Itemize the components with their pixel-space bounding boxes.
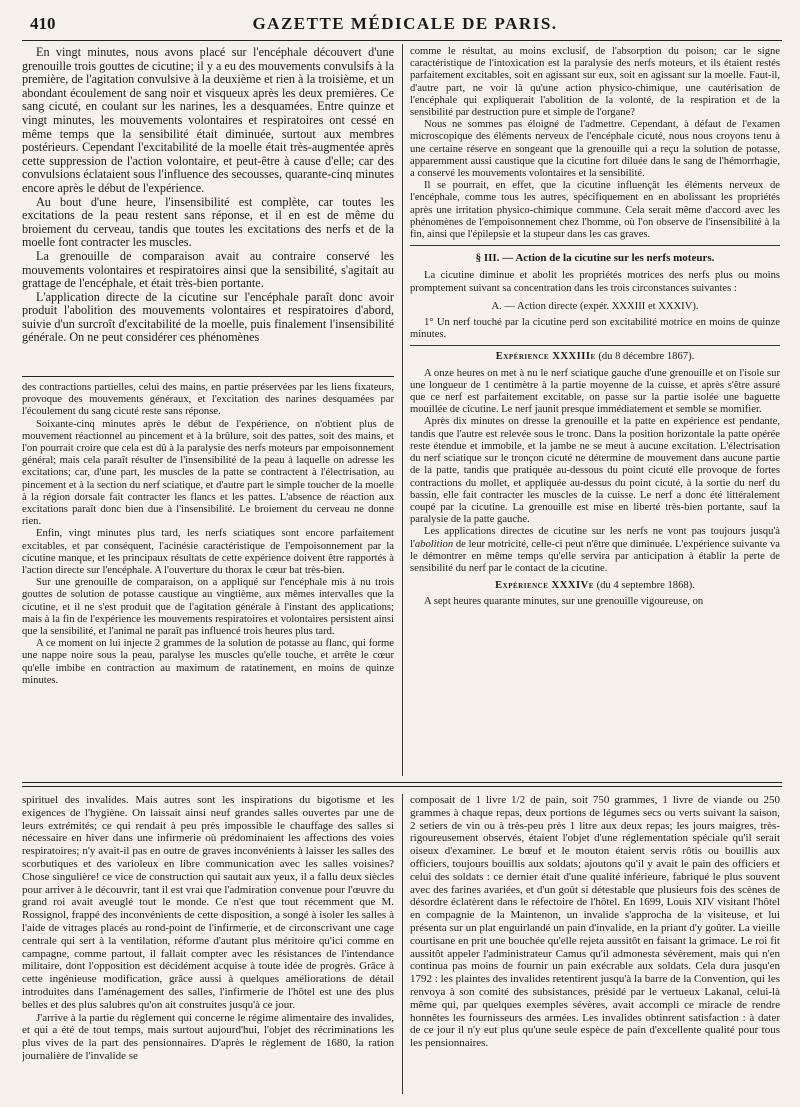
paragraph: A ce moment on lui injecte 2 grammes de la solution de potasse au flanc, qui forme une nappe noire sous la peau, paralyse les muscles qu'elle touche, et arrête le cœur qu'elle imbibe en contraction au maximum de ratatinement, en moins de quinze minutes.: [22, 638, 394, 686]
paragraph: spirituel des invalides. Mais autres sont les inspirations du bigotisme et les exigences de l'hygiène. On laissait ainsi neuf grandes salles ouvertes par une de leurs extrémités; ce qui rendait à peu près impossible le chauffage des salles si nécessaire en hiver dans une infirmerie où prédominaient les affections des voies respiratoires; n'y avait-il pas en outre de graves inconvénients à laisser les salles des scorbutiques et des varioleux en libre communication avec les salles voisines? Chose singulière! ce vice de construction qui sautait aux yeux, il a fallu deux siècles pour arriver à le découvrir, tant il est vrai que l'admiration convenue pour l'œuvre du grand roi avait aveuglé tout le monde. Ce n'est que tout récemment que M. Rossignol, frappé des inconvénients de cette disposition, a songé à isoler les salles à l'aide de vitrages placés au rond-point de l'infirmerie, et de circonscrivant une cage centrale qui sert à la ventilation, réforme d'autant plus méritoire qu'ici comme en campagne, comme partout, il fallait compter avec les résistances de l'intendance militaire, dont l'opposition est décidément acquise à toute idée de progrès. Grâce à cette ingénieuse modification, grâce aussi à quelques améliorations de détail introduites dans l'aménagement des salles, l'infirmerie de l'hôtel est une des plus belles et des plus salubres qu'on ait construites jusqu'à ce jour.: [22, 794, 394, 1011]
paragraph: Enfin, vingt minutes plus tard, les nerfs sciatiques sont encore parfaitement excitables, et par conséquent, l'acinésie caractéristique de l'empoisonnement par la cicutine manque, et les principaux résultats de cette expérience doivent être rapportés à l'action directe sur l'encéphale. A l'ouverture du thorax le cœur bat très-bien.: [22, 528, 394, 577]
paragraph: comme le résultat, au moins exclusif, de l'absorption du poison; car le signe caractéristique de l'intoxication est la paralysie des nerfs moteurs, et ils étaient restés parfaitement excitables, soit en agissant sur eux, soit en agissant sur la moelle. Faut-il, d'autre part, ne voir là qu'une action physico-chimique, une cautérisation de l'encéphale qui expliquerait l'abolition de la volonté, de la respiration et de la sensibilité par destruction pure et simple de l'organe?: [410, 46, 780, 119]
paragraph: En vingt minutes, nous avons placé sur l'encéphale découvert d'une grenouille trois gouttes de cicutine; il y a eu des mouvements convulsifs à la première, de l'agitation convulsive à la deuxième et rien à la troisième, et un abondant écoulement de sang noir et visqueux après les deux premières. Ce sang cicuté, en coulant sur les narines, les a desquamées. Entre quinze et vingt minutes, les mouvements volontaires et respiratoires ont cessé en même temps que la sensibilité était diminuée, surtout aux membres postérieurs. Cependant l'excitabilité de la moelle était très-augmentée après cette suppression de l'action volontaire, et peut-être à cause d'elle; car des convulsions éclataient sous l'influence des secousses, quarante-cinq minutes encore après le début de l'expérience.: [22, 46, 394, 195]
experiment-heading: [410, 580, 780, 592]
feuilleton-divider: [402, 794, 403, 1094]
experiment-label: Expérience XXXIIIe: [495, 351, 596, 363]
left-column-upper: [22, 46, 394, 372]
column-divider: [402, 44, 403, 776]
feuilleton-left: [22, 794, 394, 1094]
page-header: [30, 10, 780, 38]
paragraph: Au bout d'une heure, l'insensibilité est complète, car toutes les excitations de la peau restent sans réponse, et il en est de même du broiement du cerveau, tandis que toutes les excitations des nerfs et de la moelle font contracter les muscles.: [22, 194, 394, 250]
header-rule: [22, 40, 782, 41]
paragraph: L'application directe de la cicutine sur l'encéphale paraît donc avoir produit l'abolition des mouvements volontaires et respiratoires d'abord, suivie d'un surcroît d'excitabilité de la moelle, puis finalement l'insensibilité générale. On ne peut considérer ces phénomènes: [22, 289, 394, 345]
paragraph: Après dix minutes on dresse la grenouille et la patte en expérience est pendante, tandis que l'autre est relevée sous le tronc. Dans la position horizontale la patte opérée reste étendue et immobile, et la jambe ne se meut à aucune excitation. L'électrisation du nerf sciatique sur le tronçon cicuté ne détermine de mouvement dans aucune partie de la patte, tandis que pratiquée au-dessous du point cicuté elle provoque de fortes contractions du mollet, et appliquée au-dessus du point cicuté, à la sortie du nerf du bassin, elle fait contracter les muscles de la cuisse. Le nerf a donc été littéralement coupé par la cicutine. La grenouille est mise en liberté très-bien portante, sauf la paralysie de la patte gauche.: [410, 416, 780, 526]
feuilleton-right: [410, 794, 780, 1094]
feuilleton-rule-2: [22, 786, 782, 787]
journal-title: GAZETTE MÉDICALE DE PARIS.: [252, 14, 558, 33]
paragraph: La grenouille de comparaison avait au contraire conservé les mouvements volontaires et respiratoires ainsi que la sensibilité, s'agitait au grattage de l'encéphale, et était très-bien portante.: [22, 248, 394, 291]
paragraph: A sept heures quarante minutes, sur une grenouille vigoureuse, on: [424, 596, 704, 608]
paragraph: Sur une grenouille de comparaison, on a appliqué sur l'encéphale mis à nu trois gouttes de solution de potasse caustique au vingtième, aux mêmes intervalles que la cicutine, et il ne s'est produit que de l'agitation générale à l'instant des applications; mais à la fin de l'expérience les mouvements respiratoires et volontaires persistent ainsi que la sensibilité, et l'animal ne paraît pas influencé trois heures plus tard.: [22, 577, 394, 638]
experiment-date: (du 4 septembre 1868).: [596, 580, 695, 592]
paragraph: A onze heures on met à nu le nerf sciatique gauche d'une grenouille et on l'isole sur une longueur de 1 centimètre à la partie moyenne de la cuisse, et après s'être assuré que ce nerf est parfaitement excitable, on passe sur la partie isolée une baguette mouillée de cicutine. Le nerf jaunit presque immédiatement et semble se momifier.: [410, 367, 780, 416]
paragraph: La cicutine diminue et abolit les propriétés motrices des nerfs plus ou moins promptement suivant sa concentration dans les trois circonstances suivantes :: [410, 270, 780, 294]
feuilleton-rule-1: [22, 782, 782, 783]
paragraph: des contractions partielles, celui des mains, en partie préservées par les liens fixateurs, provoque des mouvements généraux, et l'excitation des narines desquamées par l'écoulement du sang cicuté reste sans réponse.: [22, 382, 394, 418]
experiment-heading: [410, 351, 780, 363]
section-heading: § III. — Action de la cicutine sur les nerfs moteurs.: [475, 252, 715, 265]
experiment-date: (du 8 décembre 1867).: [598, 351, 695, 363]
left-column-lower: [22, 382, 394, 776]
paragraph: Nous ne sommes pas éloigné de l'admettre. Cependant, à défaut de l'examen microscopique des éléments nerveux de l'encéphale cicuté, nous nous croyons tenu à une certaine réserve en songeant que la grenouille qui a reçu la solution de potasse, apparemment aussi caustique que la cicutine fort diluée dans le sang de l'hémorrhagie, a conservé les mouvements volontaires et la sensibilité.: [410, 119, 780, 180]
section-rule: [410, 245, 780, 246]
paragraph: composait de 1 livre 1/2 de pain, soit 750 grammes, 1 livre de viande ou 250 grammes à chaque repas, deux portions de légumes secs ou verts suivant la saison, 2 setiers de vin ou à très-peu près 1 litre aux deux repas; les jours maigres, très-rigoureusement observés, étaient l'objet d'une réglementation spéciale qu'il serait oiseux d'examiner. Le bœuf et le mouton étaient servis rôtis ou bouillis aux officiers, toujours bouillis aux soldats; ajoutons qu'il y avait le pain des officiers et celui des soldats : ce dernier était d'une qualité inférieure, fabriqué le plus souvent avec des farines avariées, et d'un goût si détestable que plusieurs fois des scènes de désordre éclatèrent dans le réfectoire de l'hôtel. En 1699, Louis XIV visitant l'hôtel en compagnie de la Maintenon, un invalide s'approcha de la visiteuse, et lui présenta sur un plat enguirlandé un pain d'invalide, en la priant d'y goûter. La vieille courtisane en prit une bouchée qu'elle rejeta aussitôt en faisant la grimace. Le roi fit aussitôt appeler l'administrateur Camus qu'il admonesta sévèrement, mais qui n'en continua pas moins de fournir un pain exécrable aux soldats. Cela dura jusqu'en 1792 : les plaintes des invalides retentirent jusqu'à la barre de la Convention, qui les renvoya à son comité des subsistances, présidé par le vertueux Lakanal, celui-là même qui, par quelques exemples sévères, avait accompli ce miracle de rendre honnêtes les fournisseurs des armées. Les invalides obtinrent satisfaction : à dater de ce jour il n'y eut plus qu'une seule espèce de pain d'excellente qualité pour tous les pensionnaires.: [410, 794, 780, 1050]
emphasis: abolition: [414, 538, 454, 550]
paragraph: Il se pourrait, en effet, que la cicutine influençât les éléments nerveux de l'encéphale, comme tous les autres, spécifiquement en en abolissant les propriétés après une irritation physico-chimique commune. Cela serait même d'accord avec les phénomènes de l'empoisonnement chez l'homme, où l'on observe de l'insensibilité à la fin, ainsi que l'épilepsie et la stupeur dans les cas graves.: [410, 180, 780, 241]
experiment-rule: [410, 345, 780, 346]
paragraph: 1° Un nerf touché par la cicutine perd son excitabilité motrice en moins de quinze minutes.: [410, 317, 780, 341]
paragraph: [410, 526, 780, 575]
text-run: Les applications directes de cicutine sur les nerfs ne vont pas toujours jusqu'à l': [410, 526, 780, 550]
text-run: de leur motricité, celle-ci peut n'être que diminuée. L'expérience suivante va le démontrer en même temps qu'elle servira par anticipation à établir la perte de sensibilité du nerf par le contact de la cicutine.: [410, 538, 780, 574]
column-break-rule: [22, 376, 394, 377]
subheading: A. — Action directe (expér. XXXIII et XXXIV).: [491, 300, 699, 312]
experiment-label: Expérience XXXIVe: [495, 580, 594, 592]
page-number: 410: [30, 14, 56, 33]
paragraph: J'arrive à la partie du règlement qui concerne le régime alimentaire des invalides, et qui a été de tout temps, mais surtout aujourd'hui, l'objet des récriminations les plus vives de la part des pensionnaires. D'après le règlement de 1680, la ration journalière de l'invalide se: [22, 1011, 394, 1062]
paragraph: Soixante-cinq minutes après le début de l'expérience, on n'obtient plus de mouvement réactionnel au pincement et à la brûlure, soit des pattes, soit des mains, et l'on pourrait croire que cela est dû à la paralysie des nerfs moteurs par empoisonnement général; mais cela paraît résulter de l'insensibilité de la peau à laquelle on adresse les excitations; car, d'une part, les muscles de la patte se contractent à l'électrisation, au pincement et à la section du nerf sciatique, et d'autre part le simple toucher de la moelle à la région dorsale fait contracter les flancs et les pattes. L'absence de réaction aux excitations paraît donc bien due à l'insensibilité. Le broiement du cerveau ne donne rien.: [22, 418, 394, 528]
right-column: [410, 46, 780, 776]
